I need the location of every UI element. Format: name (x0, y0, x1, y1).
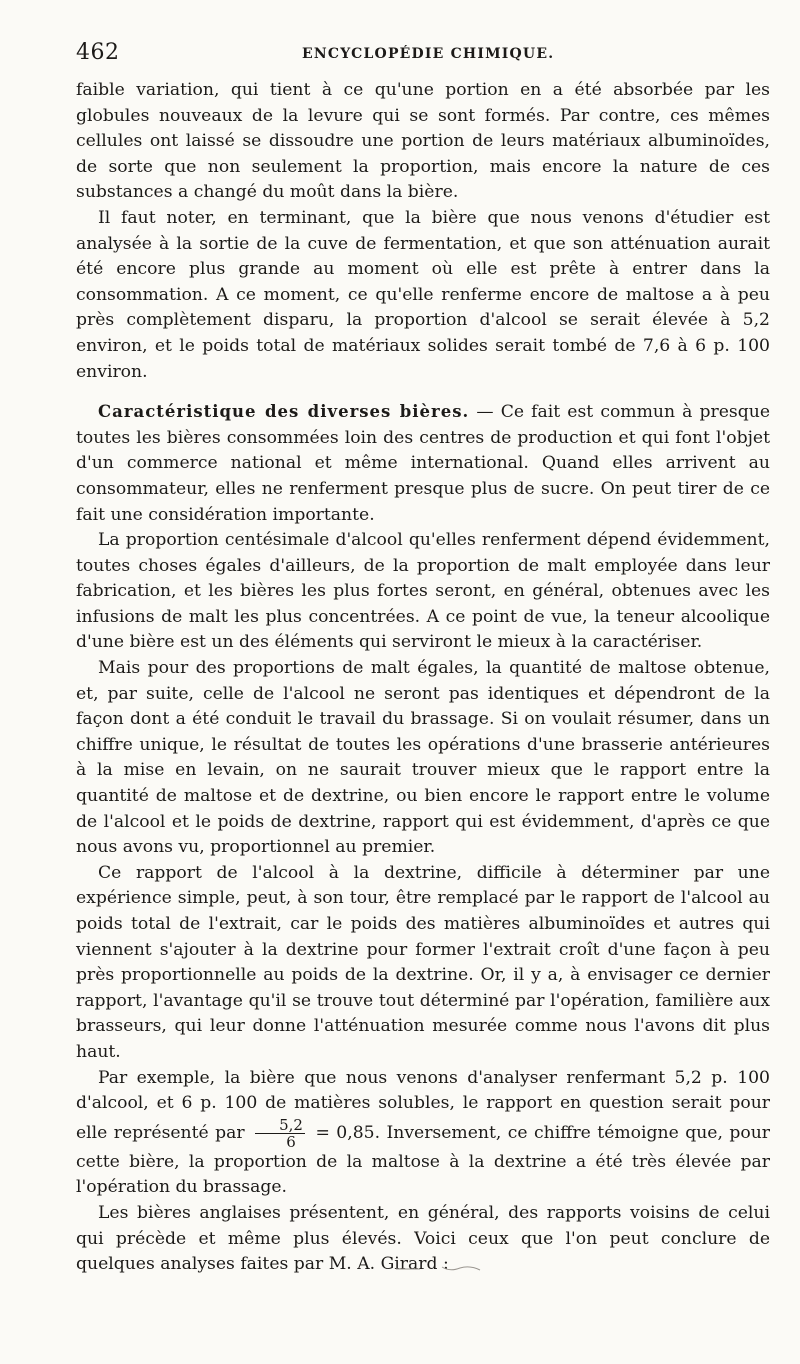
paragraph-4: La proportion centésimale d'alcool qu'elles renferment dépend évidemment, toutes choses égales d'ailleurs, de la proportion de malt employée dans leur fabrication, et les bières les plus fortes seront, en général, obtenues avec les infusions de malt les plus concentrées. A ce point de vue, la teneur alcoolique d'une bière est un des éléments qui serviront le mieux à la caractériser. (76, 530, 770, 653)
section-heading: Caractéristique des diverses bières. (98, 402, 470, 422)
ratio-fraction (255, 1117, 305, 1150)
paragraph-3 (76, 399, 770, 528)
paragraph-2: Il faut noter, en terminant, que la bière que nous venons d'étudier est analysée à la sortie de la cuve de fermentation, et que son atténuation aurait été encore plus grande au moment où elle est prête à entrer dans la consommation. A ce moment, ce qu'elle renferme encore de maltose a à peu près complètement disparu, la proportion d'alcool se serait élevée à 5,2 environ, et le poids total de matériaux solides serait tombé de 7,6 à 6 p. 100 environ. (76, 207, 770, 382)
paragraph-7-after: = 0,85. Inversement, ce chiffre témoigne que, pour cette bière, la proportion de la maltose à la dextrine a été très élevée par l'opération du brassage. (76, 1122, 771, 1198)
running-title: ENCYCLOPÉDIE CHIMIQUE. (302, 46, 555, 62)
paragraph-1: faible variation, qui tient à ce qu'une portion en a été absorbée par les globules nouveaux de la levure qui se sont formés. Par contre, ces mêmes cellules ont laissé se dissoudre une portion de leurs matériaux albuminoïdes, de sorte que non seulement la proportion, mais encore la nature de ces substances a changé du moût dans la bière. (76, 80, 770, 203)
fraction-denominator: 6 (286, 1132, 296, 1151)
paragraph-8: Les bières anglaises présentent, en général, des rapports voisins de celui qui précède et même plus élevés. Voici ceux que l'on peut conclure de quelques analyses faites par M. A. Girard : (76, 1202, 770, 1275)
paragraph-7-before: Par exemple, la bière que nous venons d'analyser renfermant 5,2 p. 100 d'alcool, et 6 p. 100 de matières solubles, le rapport en question serait pour elle représenté par (76, 1067, 770, 1143)
page-number: 462 (76, 40, 120, 65)
ink-smudge-icon (390, 1262, 500, 1276)
paragraph-6: Ce rapport de l'alcool à la dextrine, difficile à déterminer par une expérience simple, peut, à son tour, être remplacé par le rapport de l'alcool au poids total de l'extrait, car le poids des matières albuminoïdes et autres qui viennent s'ajouter à la dextrine pour former l'extrait croît d'une façon à peu près proportionnelle au poids de la dextrine. Or, il y a, à envisager ce dernier rapport, l'avantage qu'il se trouve tout déterminé par l'opération, familière aux brasseurs, qui leur donne l'atténuation mesurée comme nous l'avons dit plus haut. (76, 862, 770, 1062)
paragraph-5: Mais pour des proportions de malt égales, la quantité de maltose obtenue, et, par suite, celle de l'alcool ne seront pas identiques et dépendront de la façon dont a été conduit le travail du brassage. Si on voulait résumer, dans un chiffre unique, le résultat de toutes les opérations d'une brasserie antérieures à la mise en levain, on ne saurait trouver mieux que le rapport entre la quantité de maltose et de dextrine, ou bien encore le rapport entre le volume de l'alcool et le poids de dextrine, rapport qui est évidemment, d'après ce que nous avons vu, proportionnel au premier. (76, 658, 770, 858)
paragraph-7 (76, 1066, 770, 1201)
fraction-numerator: 5,2 (255, 1117, 305, 1134)
paragraph-3-text: — Ce fait est commun à presque toutes les bières consommées loin des centres de production et qui font l'objet d'un commerce national et même international. Quand elles arrivent au consommateur, elles ne renferment presque plus de sucre. On peut tirer de ce fait une considération importante. (76, 402, 770, 525)
body-text (76, 78, 770, 1278)
page-header (76, 40, 776, 70)
